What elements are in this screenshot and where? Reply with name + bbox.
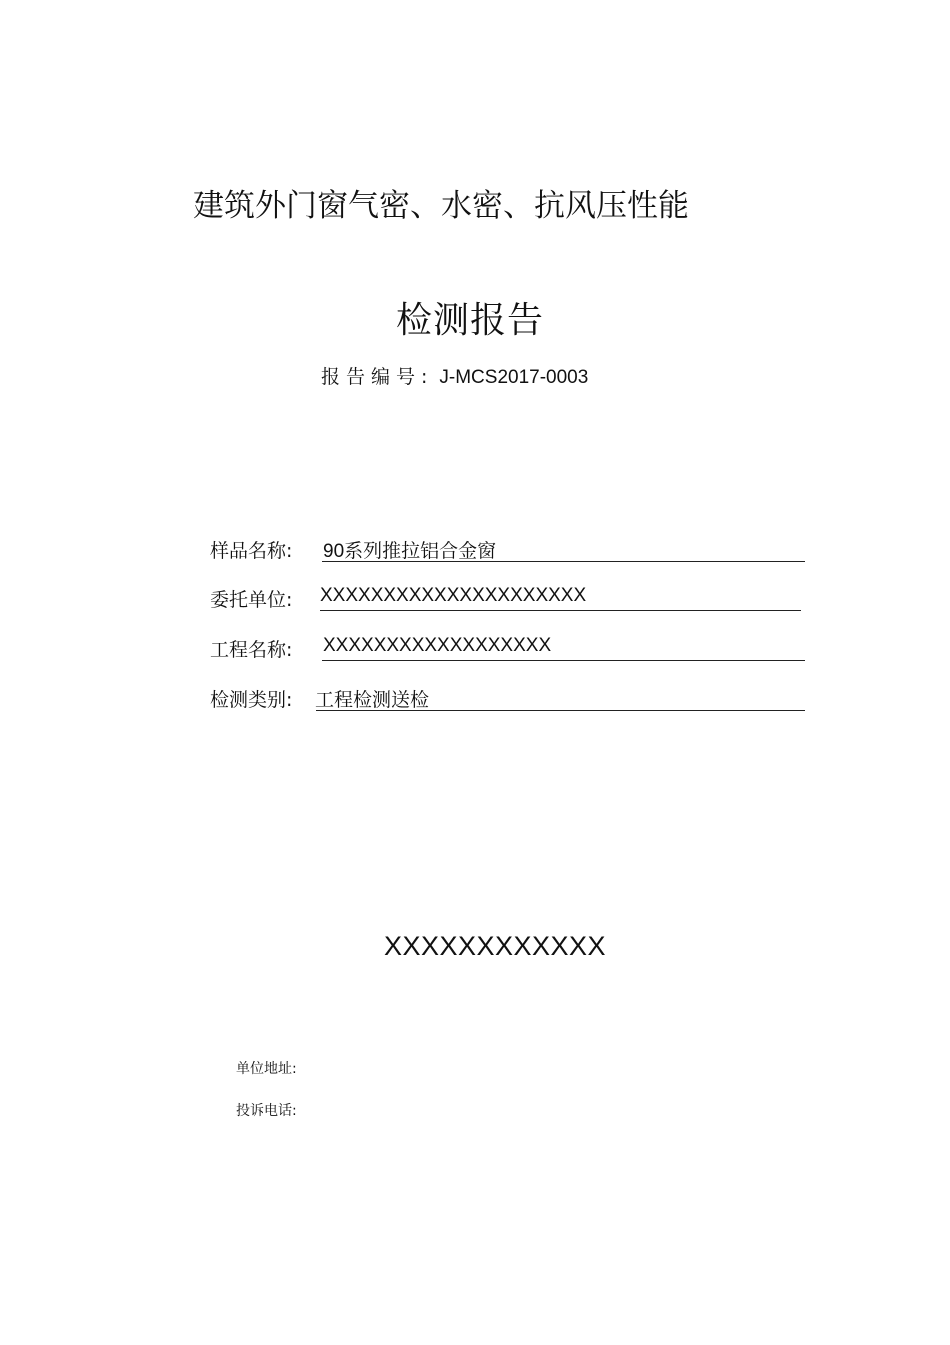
report-number-label: 报告编号: <box>321 366 434 388</box>
report-title: 建筑外门窗气密、水密、抗风压性能 <box>193 188 689 224</box>
organization-name: XXXXXXXXXXXX <box>383 931 607 961</box>
field-label: 工程名称: <box>210 639 293 661</box>
field-value: 工程检测送检 <box>315 690 430 711</box>
phone-label: 投诉电话: <box>236 1103 297 1119</box>
field-value: XXXXXXXXXXXXXXXXXX <box>323 635 552 656</box>
field-underline <box>320 610 801 611</box>
field-value: 90系列推拉铝合金窗 <box>323 541 497 562</box>
field-label: 检测类别: <box>210 689 293 711</box>
address-label: 单位地址: <box>236 1061 297 1077</box>
field-underline <box>316 710 805 711</box>
report-subtitle: 检测报告 <box>395 300 544 341</box>
field-value: XXXXXXXXXXXXXXXXXXXXX <box>320 585 587 606</box>
report-number-value: J-MCS2017-0003 <box>439 367 589 388</box>
field-underline <box>322 660 805 661</box>
report-number <box>321 362 588 389</box>
field-underline <box>322 561 805 562</box>
field-label: 委托单位: <box>210 589 293 611</box>
field-label: 样品名称: <box>210 540 293 562</box>
